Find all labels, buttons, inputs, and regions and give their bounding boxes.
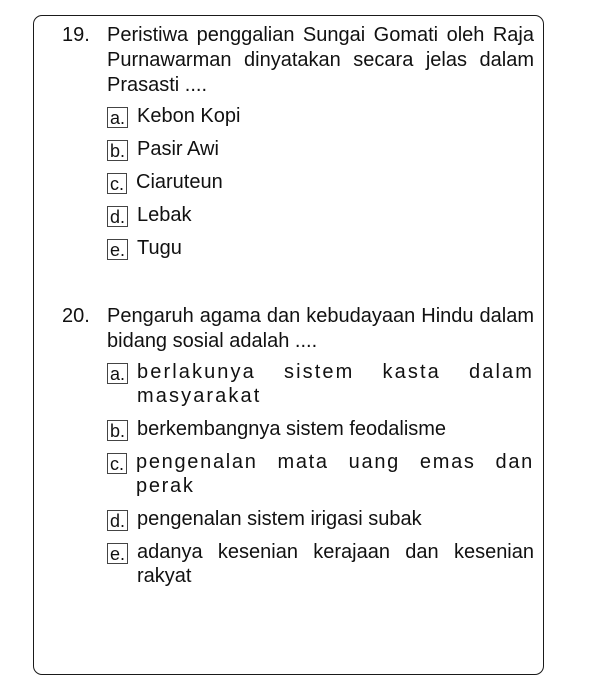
question-20	[62, 304, 534, 597]
answer-options	[62, 104, 534, 260]
option-text: Kebon Kopi	[137, 105, 241, 127]
option-text: pengenalan mata uang emas dan perak	[136, 451, 534, 497]
question-number: 19.	[62, 24, 90, 46]
option-letter: c.	[107, 173, 127, 194]
answer-options	[62, 360, 534, 588]
option-letter: e.	[107, 239, 128, 260]
option-b[interactable]	[107, 417, 534, 441]
option-text: pengenalan sistem irigasi subak	[137, 508, 422, 530]
option-letter: e.	[107, 543, 128, 564]
option-text: Pasir Awi	[137, 138, 219, 160]
option-letter: a.	[107, 363, 128, 384]
question-number: 20.	[62, 305, 90, 327]
option-e[interactable]	[107, 540, 534, 588]
option-text: berlakunya sistem kasta dalam masyarakat	[137, 361, 534, 407]
question-text: Pengaruh agama dan kebudayaan Hindu dalam bidang sosial adalah ....	[107, 305, 534, 352]
option-e[interactable]	[107, 236, 534, 260]
option-d[interactable]	[107, 203, 534, 227]
option-b[interactable]	[107, 137, 534, 161]
option-text: adanya kesenian kerajaan dan kesenian rakyat	[137, 541, 534, 587]
question-19	[62, 23, 534, 269]
question-text: Peristiwa penggalian Sungai Gomati oleh Raja Purnawarman dinyatakan secara jelas dalam Prasasti ....	[107, 24, 534, 96]
option-c[interactable]	[107, 450, 534, 498]
option-text: Tugu	[137, 237, 182, 259]
option-letter: d.	[107, 510, 128, 531]
option-text: berkembangnya sistem feodalisme	[137, 418, 447, 440]
option-letter: b.	[107, 420, 128, 441]
option-letter: b.	[107, 140, 128, 161]
option-c[interactable]	[107, 170, 534, 194]
option-letter: a.	[107, 107, 128, 128]
option-text: Lebak	[137, 204, 192, 226]
option-letter: d.	[107, 206, 128, 227]
option-d[interactable]	[107, 507, 534, 531]
option-text: Ciaruteun	[136, 171, 223, 193]
option-a[interactable]	[107, 360, 534, 408]
option-a[interactable]	[107, 104, 534, 128]
option-letter: c.	[107, 453, 127, 474]
